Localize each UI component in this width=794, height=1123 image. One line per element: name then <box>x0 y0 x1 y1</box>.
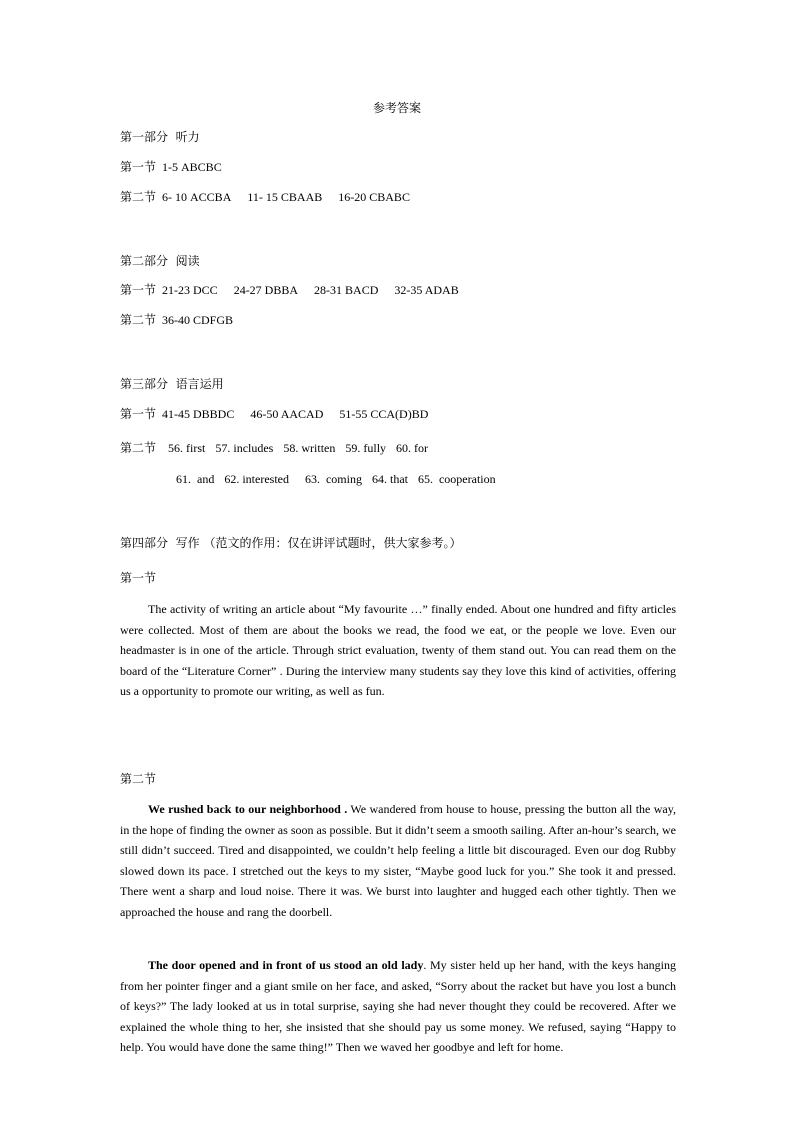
essay-2-paragraph-2 <box>120 955 676 1058</box>
answer-item: 63. coming <box>304 472 362 486</box>
part3-section1 <box>120 406 428 422</box>
paragraph-body: We wandered from house to house, pressing the button all the way, in the hope of finding the owner as soon as possible. But it didn’t seem a smooth sailing. After an-hour’s search, we still didn’t succeed. Tired and disappointed, we couldn’t help feeling a little bit discouraged. Even our dog Rubby slowed down its pace. I stretched out the keys to my sister, “Maybe good luck for you.” She took it and pressed. There went a sharp and loud noise. There it was. We burst into laughter and hugged each other tightly. Then we approached the house and rang the doorbell. <box>120 802 676 919</box>
answer-group: 28-31 BACD <box>314 283 379 297</box>
essay-1-paragraph: The activity of writing an article about “My favourite …” finally ended. About one hundred and fifty articles were collected. Most of them are about the books we read, the food we eat, or the people we love. Even our headmaster is in one of the article. Through strict evaluation, twenty of them stand out. You can read them on the board of the “Literature Corner” . During the interview many students say they love this kind of activities, offering us a opportunity to promote our writing, as well as fun. <box>120 602 676 699</box>
answer-item: 65. cooperation <box>417 472 496 486</box>
paragraph-lead-sentence: The door opened and in front of us stood an old lady <box>148 958 424 972</box>
answer-item: 62. interested <box>224 472 289 486</box>
answer-item: 57. includes <box>215 441 274 455</box>
part2-section2 <box>120 312 233 328</box>
answer-group: 6- 10 ACCBA <box>162 190 232 204</box>
part4-section1-label: 第一节 <box>120 571 157 585</box>
answer-group: 41-45 DBBDC <box>162 407 235 421</box>
section-label: 第二节 <box>120 190 157 204</box>
answer-item: 60. for <box>396 441 429 455</box>
part1-heading: 第一部分 听力 <box>120 130 200 144</box>
part1-section1 <box>120 159 222 175</box>
answer-group: 46-50 AACAD <box>250 407 324 421</box>
section-label: 第一节 <box>120 160 157 174</box>
answer-group: 51-55 CCA(D)BD <box>339 407 429 421</box>
paragraph-body: . My sister held up her hand, with the keys hanging from her pointer finger and a giant smile on her face, and asked, “Sorry about the racket but have you lost a bunch of keys?” The lady looked at us in total surprise, saying she had never thought they could be recovered. After we explained the whole thing to her, she insisted that she should pay us some money. We refused, saying “Happy to help. You would have done the same thing!” Then we waved her goodbye and left for home. <box>120 958 676 1055</box>
part4-section2-label: 第二节 <box>120 772 157 786</box>
answer-item: 59. fully <box>345 441 387 455</box>
page-title: 参考答案 <box>372 101 421 115</box>
section-label: 第二节 <box>120 313 157 327</box>
part2-section1 <box>120 282 459 298</box>
part3-section2-row2 <box>176 471 496 487</box>
section-label: 第二节 <box>120 441 157 455</box>
essay-2-paragraph-1 <box>120 799 676 923</box>
answer-group: 24-27 DBBA <box>233 283 299 297</box>
answer-group: 21-23 DCC <box>162 283 218 297</box>
answer-group: 16-20 CBABC <box>338 190 410 204</box>
answer-group: 11- 15 CBAAB <box>247 190 323 204</box>
answer-group: 32-35 ADAB <box>394 283 459 297</box>
answer-group: 36-40 CDFGB <box>162 313 234 327</box>
part4-heading: 第四部分 写作 （范文的作用：仅在讲评试题时，供大家参考。） <box>120 536 462 550</box>
answer-item: 64. that <box>371 472 408 486</box>
section-label: 第一节 <box>120 407 157 421</box>
paragraph-lead-sentence: We rushed back to our neighborhood . <box>148 802 348 816</box>
answer-item: 58. written <box>283 441 336 455</box>
answer-item: 61. and <box>176 472 215 486</box>
part3-heading: 第三部分 语言运用 <box>120 377 224 391</box>
part1-section2 <box>120 189 410 205</box>
answer-item: 56. first <box>168 441 206 455</box>
section-label: 第一节 <box>120 283 157 297</box>
answer-group: 1-5 ABCBC <box>162 160 222 174</box>
part2-heading: 第二部分 阅读 <box>120 254 200 268</box>
part3-section2-row1 <box>120 440 428 456</box>
